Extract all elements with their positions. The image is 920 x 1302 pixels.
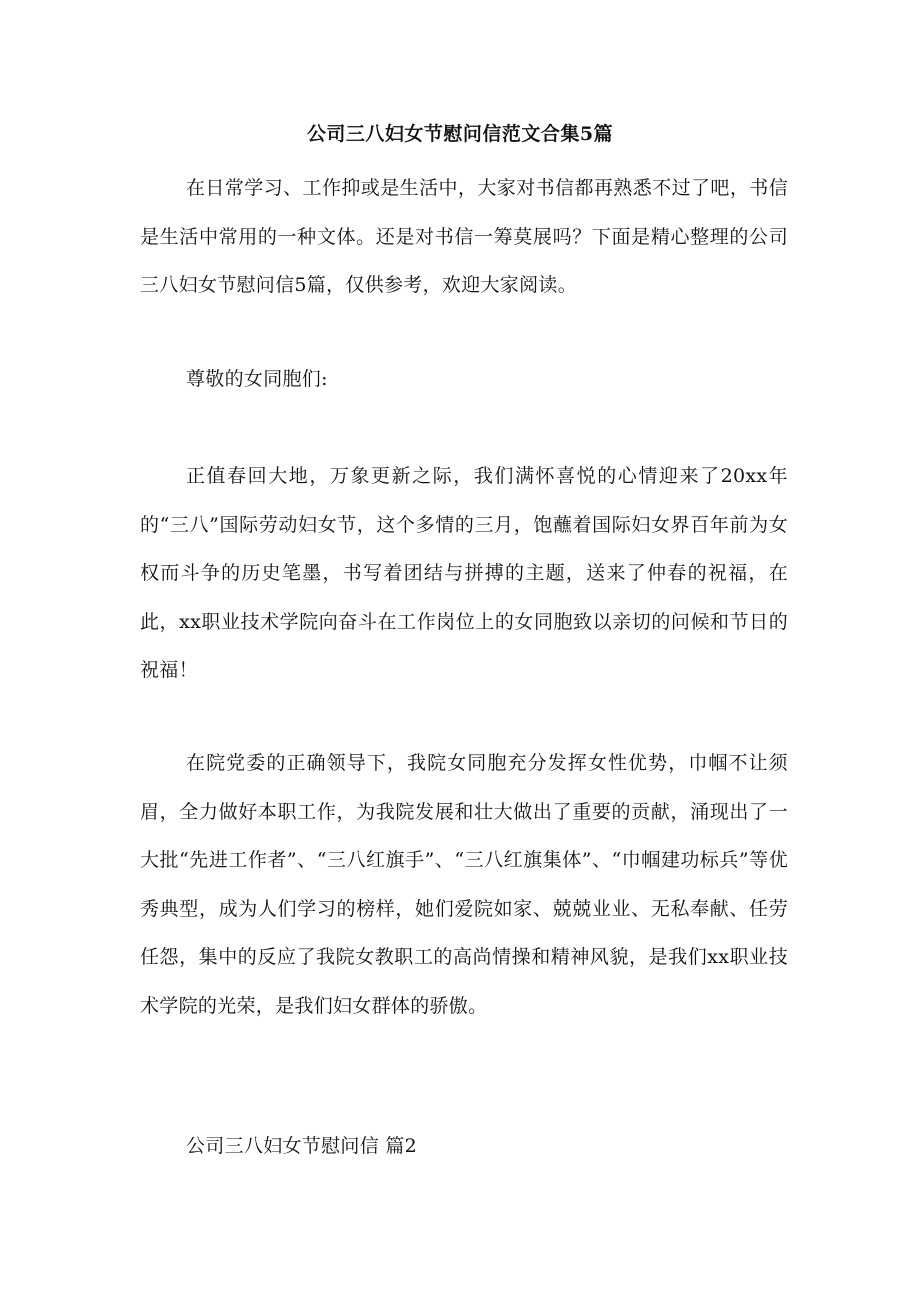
salutation: 尊敬的女同胞们:	[186, 368, 328, 390]
intro-paragraph: 在日常学习、工作抑或是生活中，大家对书信都再熟悉不过了吧，书信是生活中常用的一种文体。还是对书信一筹莫展吗？下面是精心整理的公司三八妇女节慰问信5篇，仅供参考，欢迎大家阅读。	[140, 177, 788, 296]
document-title: 公司三八妇女节慰问信范文合集5篇	[306, 123, 614, 145]
body-paragraph-1: 正值春回大地，万象更新之际，我们满怀喜悦的心情迎来了20xx年的“三八”国际劳动妇女节，这个多情的三月，饱蘸着国际妇女界百年前为女权而斗争的历史笔墨，书写着团结与拼搏的主题，送来了仲春的祝福，在此，xx职业技术学院向奋斗在工作岗位上的女同胞致以亲切的问候和节日的祝福！	[140, 465, 788, 681]
section-heading-2: 公司三八妇女节慰问信 篇2	[186, 1135, 418, 1157]
body-paragraph-2: 在院党委的正确领导下，我院女同胞充分发挥女性优势，巾帼不让须眉，全力做好本职工作，为我院发展和壮大做出了重要的贡献，涌现出了一大批“先进工作者”、“三八红旗手”、“三八红旗集体”、“巾帼建功标兵”等优秀典型，成为人们学习的榜样，她们爱院如家、兢兢业业、无私奉献、任劳任怨，集中的反应了我院女教职工的高尚情操和精神风貌，是我们xx职业技术学院的光荣，是我们妇女群体的骄傲。	[140, 752, 788, 1017]
